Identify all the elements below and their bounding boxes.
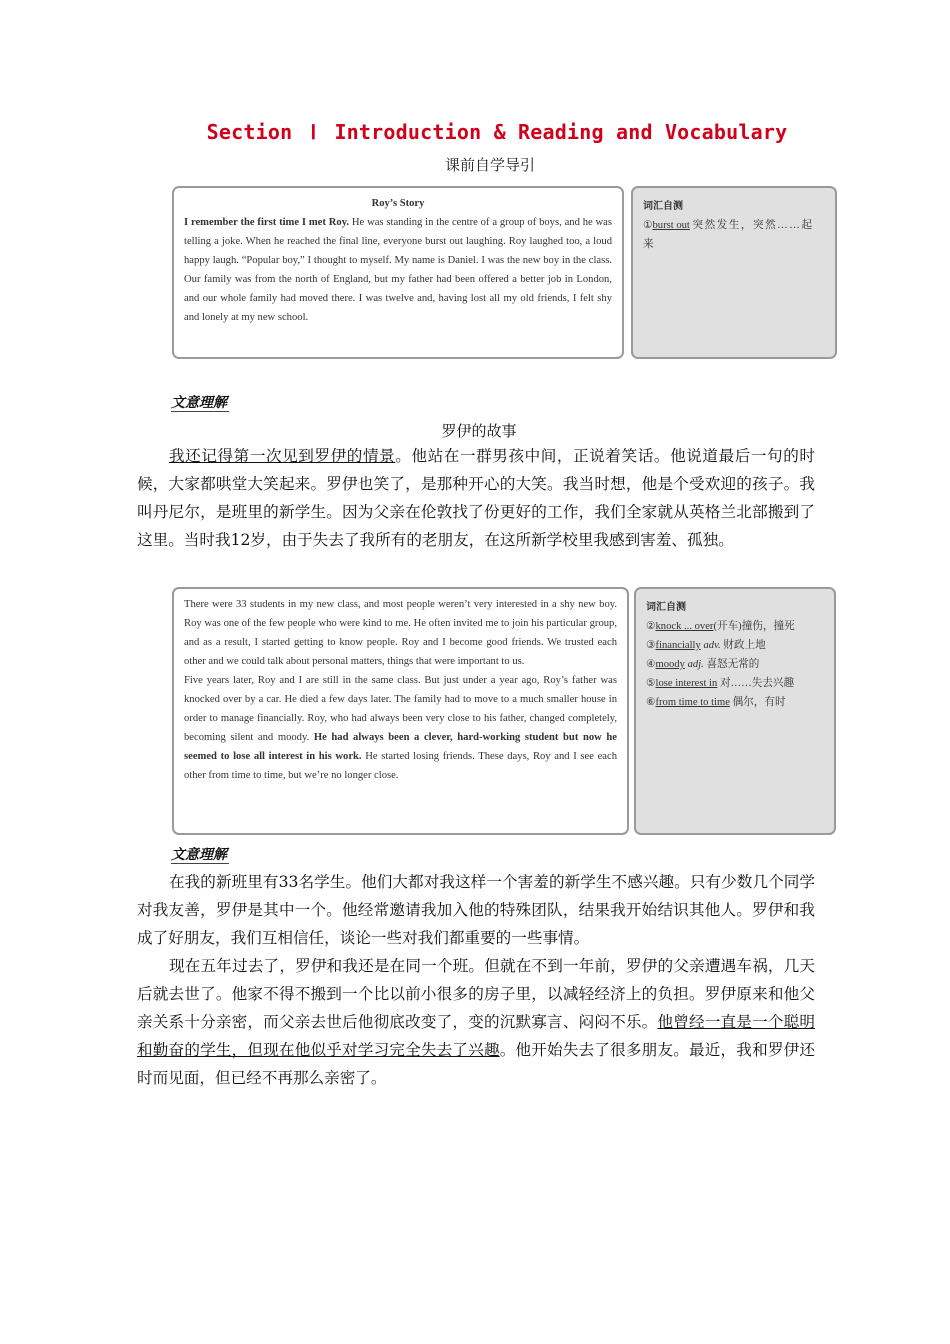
vocab-item [643, 216, 825, 254]
vocab-meaning: (开车)撞伤，撞死 [713, 621, 795, 632]
passage-text: Five years later, Roy and I are still in the same class. But just under a year ago, Roy’s father was knocked over by a car. He died a few days later. The family had to move to a much smaller house in order to manage financially. Roy, who had always been very close to his father, changed completely, becoming silent and moody. [184, 675, 617, 743]
reading-box-1 [172, 186, 624, 359]
vocab-term: burst out [652, 220, 690, 231]
vocab-item [646, 636, 824, 655]
vocab-term: financially [655, 640, 701, 651]
vocab-meaning: 偶尔，有时 [732, 697, 786, 708]
bold-sentence: I remember the first time I met Roy. [184, 217, 350, 228]
paragraph-text: 。他站在一群男孩中间，正说着笑话。他说道最后一句的时候，大家都哄堂大笑起来。罗伊也笑了，是那种开心的大笑。我当时想，他是个受欢迎的孩子。我叫丹尼尔，是班里的新学生。因为父亲在伦敦找了份更好的工作，我们全家就从英格兰北部搬到了这里。当时我12岁，由于失去了我所有的老朋友，在这所新学校里我感到害羞、孤独。 [137, 447, 815, 549]
section-label: Section [206, 120, 293, 144]
vocab-term: lose interest in [655, 678, 718, 689]
vocab-meaning: 财政上地 [723, 640, 766, 651]
translation-paragraph-3 [137, 952, 815, 1092]
vocab-meaning: 喜怒无常的 [706, 659, 760, 670]
vocab-term: moody [655, 659, 685, 670]
underlined-sentence: 我还记得第一次见到罗伊的情景 [169, 447, 396, 465]
vocab-num: ③ [646, 640, 656, 651]
translation-title: 罗伊的故事 [441, 422, 517, 440]
comprehension-label: 文意理解 [171, 847, 227, 863]
vocab-item [646, 693, 824, 712]
section-heading: Introduction & Reading and Vocabulary [334, 120, 788, 144]
vocab-pos: adj. [687, 659, 704, 670]
paragraph-text: 。他开始失去了很多朋友。最近，我和罗伊还时而见面，但已经不再那么亲密了。 [137, 1041, 815, 1087]
translation-paragraph-1 [137, 442, 815, 554]
story-title: Roy’s Story [371, 198, 425, 209]
vocab-sidebar-2 [634, 587, 836, 835]
comprehension-label: 文意理解 [171, 395, 227, 411]
vocab-meaning: 突然发生，突然……起来 [643, 220, 814, 250]
vocab-num: ① [643, 220, 653, 231]
reading-box-2 [172, 587, 629, 835]
vocab-term: from time to time [655, 697, 730, 708]
vocab-num: ④ [646, 659, 656, 670]
vocab-item [646, 655, 824, 674]
reading-passage-1 [184, 213, 612, 327]
paragraph-text: 现在五年过去了，罗伊和我还是在同一个班。但就在不到一年前，罗伊的父亲遭遇车祸，几天后就去世了。他家不得不搬到一个比以前小很多的房子里，以减轻经济上的负担。罗伊原来和他父亲关系十分亲密，而父亲去世后他彻底改变了，变的沉默寡言、闷闷不乐。 [137, 957, 815, 1031]
bold-sentence: He had always been a clever, hard-working student but now he seemed to lose all interest in his work. [184, 732, 617, 762]
translation-paragraph-2: 在我的新班里有33名学生。他们大都对我这样一个害羞的新学生不感兴趣。只有少数几个同学对我友善，罗伊是其中一个。他经常邀请我加入他的特殊团队，结果我开始结识其他人。罗伊和我成了好朋友，我们互相信任，谈论一些对我们都重要的一些事情。 [137, 873, 815, 947]
vocab-meaning: 对……失去兴趣 [719, 678, 795, 689]
page-subtitle: 课前自学导引 [444, 156, 535, 174]
passage-text: He was standing in the centre of a group of boys, and he was telling a joke. When he reached the final line, everyone burst out laughing. Roy laughed too, a loud happy laugh. “Popular boy,” I thought to myself. My name is Daniel. I was the new boy in the class. Our family was from the north of England, but my father had been offered a better job in London, and our whole family had moved there. I was twelve and, having lost all my old friends, I felt shy and lonely at my new school. [184, 217, 613, 323]
underlined-sentence: 他曾经一直是一个聪明和勤奋的学生，但现在他似乎对学习完全失去了兴趣 [137, 1013, 815, 1059]
vocab-num: ② [646, 621, 656, 632]
section-number: Ⅰ [310, 120, 317, 144]
vocab-sidebar-1 [631, 186, 837, 359]
reading-passage-2b [184, 671, 617, 785]
vocab-heading: 词汇自测 [643, 201, 683, 212]
vocab-pos: adv. [703, 640, 721, 651]
vocab-item [646, 674, 824, 693]
vocab-num: ⑥ [646, 697, 656, 708]
section-title [0, 120, 950, 144]
vocab-heading: 词汇自测 [646, 602, 686, 613]
reading-passage-2a: There were 33 students in my new class, and most people weren’t very interested in a shy new boy. Roy was one of the few people who were kind to me. He often invited me to join his particular group, and as a result, I started getting to know people. Roy and I become good friends. We trusted each other and we could talk about personal matters, things that were important to us. [184, 599, 617, 667]
vocab-term: knock ... over [655, 621, 714, 632]
vocab-num: ⑤ [646, 678, 656, 689]
vocab-item [646, 617, 824, 636]
passage-text: He started losing friends. These days, Roy and I see each other from time to time, but we’re no longer close. [184, 751, 618, 781]
